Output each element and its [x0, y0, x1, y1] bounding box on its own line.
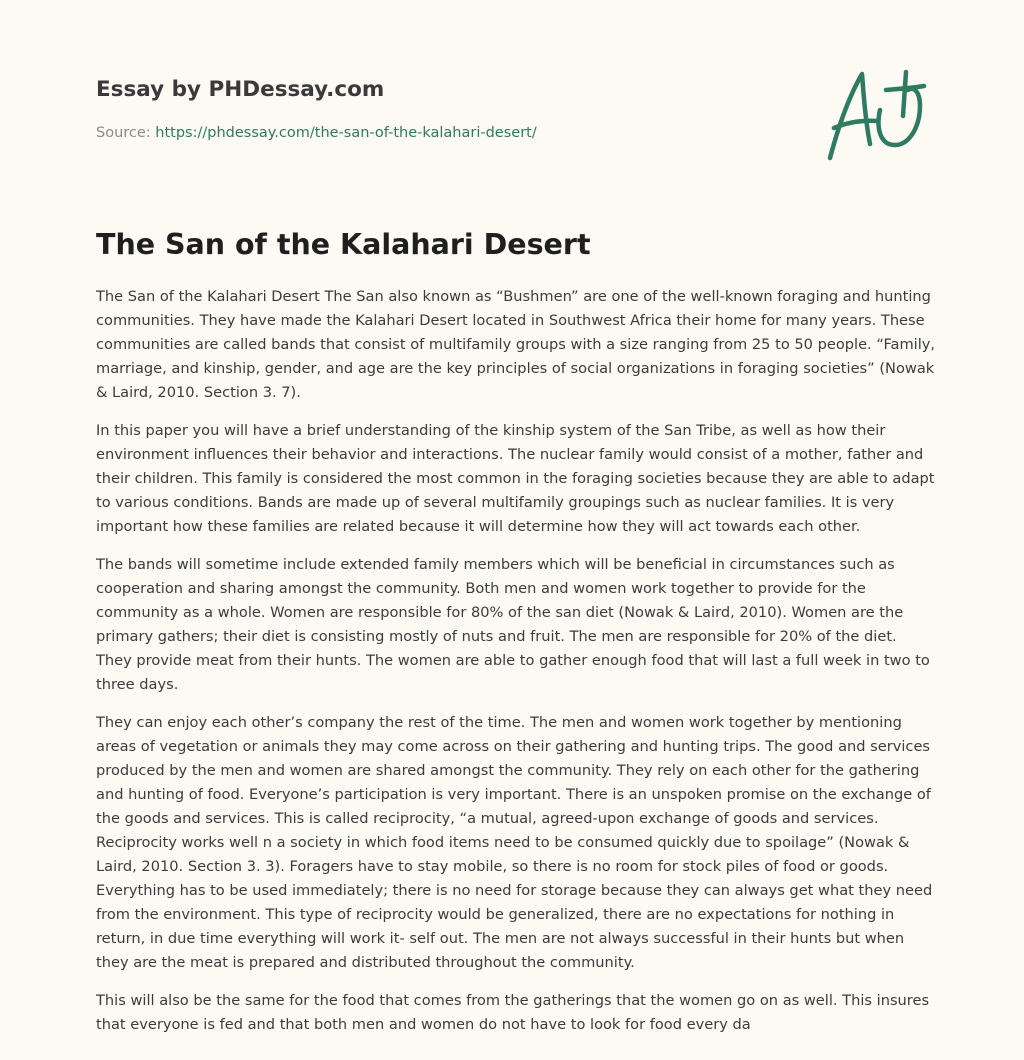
site-brand: Essay by PHDessay.com — [96, 77, 385, 102]
essay-paragraph: The bands will sometime include extended family members which will be beneficial in circumstances such as cooperation and sharing amongst the community. Both men and women work together to provide for the community as a whole. Women are responsible for 80% of the san diet (Nowak & Laird, 2010). Women are the primary gathers; their diet is consisting mostly of nuts and fruit. The men are responsible for 20% of the diet. They provide meat from their hunts. The women are able to gather enough food that will last a full week in two to three days. — [96, 556, 930, 693]
a-plus-grade-icon — [820, 66, 930, 166]
source-line — [96, 123, 537, 143]
essay-body — [96, 285, 936, 1051]
source-link[interactable]: https://phdessay.com/the-san-of-the-kalahari-desert/ — [155, 125, 537, 141]
essay-paragraph: They can enjoy each other’s company the rest of the time. The men and women work together by mentioning areas of vegetation or animals they may come across on their gathering and hunting trips. The good and services produced by the men and women are shared amongst the community. They rely on each other for the gathering and hunting of food. Everyone’s participation is very important. There is an unspoken promise on the exchange of the goods and services. This is called reciprocity, “a mutual, agreed-upon exchange of goods and services. Reciprocity works well n a society in which food items need to be consumed quickly due to spoilage” (Nowak & Laird, 2010. Section 3. 3). Foragers have to stay mobile, so there is no room for stock piles of food or goods. Everything has to be used immediately; there is no need for storage because they can always get what they need from the environment. This type of reciprocity would be generalized, there are no expectations for nothing in return, in due time everything will work it- self out. The men are not always successful in their hunts but when they are the meat is prepared and distributed throughout the community. — [96, 714, 933, 971]
essay-paragraph: The San of the Kalahari Desert The San also known as “Bushmen” are one of the well-known foraging and hunting communities. They have made the Kalahari Desert located in Southwest Africa their home for many years. These communities are called bands that consist of multifamily groups with a size ranging from 25 to 50 people. “Family, marriage, and kinship, gender, and age are the key principles of social organizations in foraging societies” (Nowak & Laird, 2010. Section 3. 7). — [96, 288, 936, 401]
essay-title: The San of the Kalahari Desert — [96, 228, 591, 261]
essay-paragraph: This will also be the same for the food that comes from the gatherings that the women go on as well. This insures that everyone is fed and that both men and women do not have to look for food every da — [96, 992, 930, 1033]
source-label: Source: — [96, 125, 156, 141]
essay-paragraph: In this paper you will have a brief understanding of the kinship system of the San Tribe, as well as how their environment influences their behavior and interactions. The nuclear family would consist of a mother, father and their children. This family is considered the most common in the foraging societies because they are able to adapt to various conditions. Bands are made up of several multifamily groupings such as nuclear families. It is very important how these families are related because it will determine how they will act towards each other. — [96, 422, 935, 535]
